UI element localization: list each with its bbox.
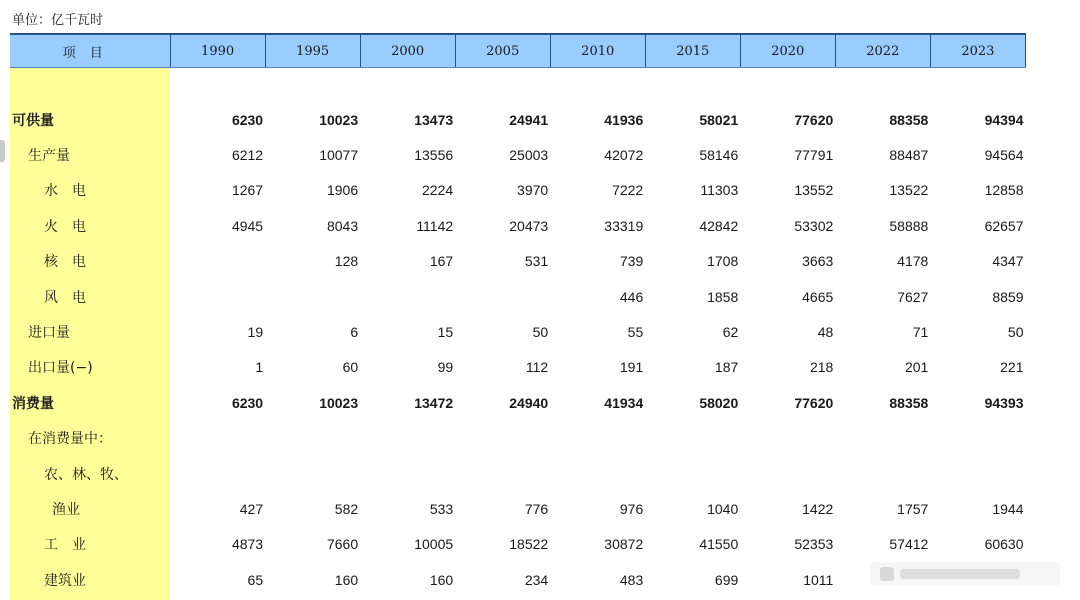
value-cell: 20473 bbox=[509, 217, 549, 234]
value-cell: 12858 bbox=[984, 182, 1024, 199]
value-cell: 1040 bbox=[707, 500, 739, 517]
value-cell: 6230 bbox=[231, 394, 264, 411]
value-cell: 4665 bbox=[802, 288, 834, 305]
value-cell: 4945 bbox=[231, 217, 264, 234]
value-cell: 77620 bbox=[794, 394, 834, 411]
value-cell: 53302 bbox=[794, 217, 834, 234]
table-row bbox=[10, 491, 1026, 526]
value-cell: 1757 bbox=[897, 500, 929, 517]
value-cell: 58888 bbox=[889, 217, 929, 234]
side-scroll-tab[interactable] bbox=[0, 140, 5, 162]
value-cell: 62657 bbox=[984, 217, 1024, 234]
table-body bbox=[10, 68, 1026, 598]
value-cell: 1422 bbox=[802, 500, 834, 517]
row-label: 风 电 bbox=[44, 289, 86, 306]
row-label: 进口量 bbox=[28, 325, 70, 342]
value-cell: 65 bbox=[247, 571, 264, 588]
value-cell: 7222 bbox=[612, 182, 644, 199]
value-cell: 60 bbox=[342, 359, 359, 376]
value-cell: 33319 bbox=[604, 217, 644, 234]
value-cell: 88358 bbox=[889, 111, 929, 128]
value-cell: 218 bbox=[809, 359, 834, 376]
row-label: 在消费量中： bbox=[28, 431, 112, 448]
value-cell bbox=[265, 456, 360, 491]
table-row bbox=[10, 385, 1026, 420]
value-cell: 60630 bbox=[984, 536, 1024, 553]
value-cell: 167 bbox=[429, 253, 454, 270]
value-cell: 50 bbox=[532, 324, 549, 341]
value-cell: 699 bbox=[714, 571, 739, 588]
value-cell: 776 bbox=[524, 500, 549, 517]
table-row bbox=[10, 456, 1026, 491]
value-cell: 3970 bbox=[517, 182, 549, 199]
value-cell: 24940 bbox=[509, 394, 549, 411]
value-cell: 50 bbox=[1007, 324, 1024, 341]
value-cell: 160 bbox=[334, 571, 359, 588]
value-cell: 52353 bbox=[794, 536, 834, 553]
value-cell: 11303 bbox=[700, 182, 739, 199]
value-cell bbox=[455, 279, 550, 314]
row-label: 出口量(−) bbox=[28, 360, 93, 377]
value-cell: 13552 bbox=[794, 182, 834, 199]
row-label: 可供量 bbox=[12, 112, 54, 129]
value-cell: 4873 bbox=[231, 536, 264, 553]
value-cell bbox=[550, 421, 645, 456]
value-cell: 42072 bbox=[604, 147, 644, 164]
table-row bbox=[10, 102, 1026, 137]
row-label: 农、林、牧、 bbox=[44, 466, 128, 483]
value-cell: 88358 bbox=[889, 394, 929, 411]
row-label: 核 电 bbox=[44, 254, 86, 271]
value-cell: 13472 bbox=[414, 394, 454, 411]
value-cell bbox=[740, 456, 835, 491]
value-cell bbox=[835, 456, 930, 491]
value-cell: 94394 bbox=[984, 111, 1024, 128]
value-cell: 976 bbox=[619, 500, 644, 517]
value-cell: 1011 bbox=[803, 571, 834, 588]
header-year: 2000 bbox=[360, 34, 455, 68]
value-cell: 77620 bbox=[794, 111, 834, 128]
header-year: 2022 bbox=[835, 34, 930, 68]
value-cell: 88487 bbox=[889, 147, 929, 164]
value-cell bbox=[740, 421, 835, 456]
value-cell: 1944 bbox=[992, 500, 1024, 517]
value-cell: 191 bbox=[619, 359, 644, 376]
value-cell: 13522 bbox=[889, 182, 929, 199]
value-cell: 10023 bbox=[319, 394, 359, 411]
value-cell bbox=[170, 421, 265, 456]
watermark bbox=[870, 562, 1060, 586]
value-cell: 11142 bbox=[416, 217, 454, 234]
table-row bbox=[10, 244, 1026, 279]
value-cell: 1708 bbox=[707, 253, 739, 270]
value-cell bbox=[360, 279, 455, 314]
value-cell: 19 bbox=[247, 324, 264, 341]
electricity-balance-table bbox=[10, 33, 1026, 597]
table-row bbox=[10, 208, 1026, 243]
value-cell: 187 bbox=[714, 359, 739, 376]
row-label: 工 业 bbox=[44, 537, 86, 554]
value-cell: 25003 bbox=[509, 147, 549, 164]
value-cell: 41934 bbox=[604, 394, 644, 411]
value-cell: 77791 bbox=[794, 147, 834, 164]
watermark-logo-icon bbox=[880, 567, 894, 581]
value-cell: 160 bbox=[429, 571, 454, 588]
table-row bbox=[10, 314, 1026, 349]
row-label: 渔业 bbox=[52, 501, 80, 518]
value-cell bbox=[170, 456, 265, 491]
value-cell: 427 bbox=[239, 500, 264, 517]
value-cell: 41550 bbox=[699, 536, 739, 553]
value-cell: 6 bbox=[350, 324, 359, 341]
header-item: 项目 bbox=[10, 34, 170, 68]
value-cell bbox=[360, 456, 455, 491]
value-cell: 10077 bbox=[319, 147, 359, 164]
value-cell: 533 bbox=[429, 500, 454, 517]
row-label: 水 电 bbox=[44, 183, 86, 200]
header-year: 2023 bbox=[930, 34, 1025, 68]
value-cell: 2224 bbox=[422, 182, 454, 199]
value-cell: 8859 bbox=[992, 288, 1024, 305]
value-cell: 24941 bbox=[509, 111, 549, 128]
row-label: 消费量 bbox=[12, 395, 54, 412]
row-label: 建筑业 bbox=[44, 572, 86, 589]
unit-label: 单位：亿千瓦时 bbox=[12, 13, 104, 28]
value-cell bbox=[170, 244, 265, 279]
value-cell: 15 bbox=[437, 324, 454, 341]
value-cell: 1906 bbox=[326, 182, 359, 199]
value-cell: 1 bbox=[255, 359, 264, 376]
table-row bbox=[10, 350, 1026, 385]
value-cell: 8043 bbox=[326, 217, 359, 234]
value-cell: 58021 bbox=[699, 111, 739, 128]
value-cell bbox=[550, 456, 645, 491]
spacer-row bbox=[10, 68, 1026, 103]
value-cell: 221 bbox=[1000, 359, 1024, 376]
value-cell: 58020 bbox=[699, 394, 739, 411]
value-cell: 582 bbox=[334, 500, 359, 517]
value-cell: 234 bbox=[524, 571, 549, 588]
value-cell: 1858 bbox=[707, 288, 739, 305]
value-cell: 41936 bbox=[604, 111, 644, 128]
value-cell: 6212 bbox=[231, 147, 264, 164]
value-cell: 4347 bbox=[992, 253, 1024, 270]
header-row bbox=[10, 34, 1026, 68]
value-cell: 3663 bbox=[802, 253, 834, 270]
value-cell: 10023 bbox=[319, 111, 359, 128]
row-label: 生产量 bbox=[28, 148, 70, 165]
value-cell bbox=[455, 421, 550, 456]
value-cell: 739 bbox=[619, 253, 644, 270]
value-cell bbox=[265, 279, 360, 314]
value-cell bbox=[930, 456, 1025, 491]
value-cell: 4178 bbox=[897, 253, 929, 270]
value-cell: 10005 bbox=[414, 536, 454, 553]
value-cell: 7627 bbox=[897, 288, 929, 305]
header-year: 2005 bbox=[455, 34, 550, 68]
value-cell: 71 bbox=[912, 324, 929, 341]
value-cell: 483 bbox=[619, 571, 644, 588]
header-year: 2015 bbox=[645, 34, 740, 68]
table-row bbox=[10, 279, 1026, 314]
watermark-bar bbox=[900, 569, 1020, 579]
value-cell bbox=[360, 421, 455, 456]
header-year: 2010 bbox=[550, 34, 645, 68]
value-cell: 13473 bbox=[414, 111, 454, 128]
value-cell: 1267 bbox=[231, 182, 264, 199]
value-cell: 201 bbox=[904, 359, 929, 376]
value-cell: 128 bbox=[334, 253, 359, 270]
value-cell: 55 bbox=[627, 324, 644, 341]
table-row bbox=[10, 527, 1026, 562]
value-cell: 57412 bbox=[889, 536, 929, 553]
header-year: 1995 bbox=[265, 34, 360, 68]
value-cell bbox=[265, 421, 360, 456]
value-cell: 58146 bbox=[699, 147, 739, 164]
value-cell bbox=[930, 421, 1025, 456]
table-row bbox=[10, 421, 1026, 456]
value-cell bbox=[645, 421, 740, 456]
value-cell: 531 bbox=[524, 253, 549, 270]
row-label: 火 电 bbox=[44, 218, 86, 235]
value-cell: 446 bbox=[619, 288, 644, 305]
value-cell: 42842 bbox=[699, 217, 739, 234]
value-cell bbox=[645, 456, 740, 491]
header-year: 2020 bbox=[740, 34, 835, 68]
table-row bbox=[10, 137, 1026, 172]
value-cell: 94564 bbox=[984, 147, 1024, 164]
data-table-container bbox=[10, 33, 1026, 597]
value-cell: 94393 bbox=[984, 394, 1024, 411]
value-cell: 112 bbox=[525, 359, 549, 376]
value-cell: 62 bbox=[722, 324, 739, 341]
value-cell: 30872 bbox=[604, 536, 644, 553]
value-cell: 13556 bbox=[414, 147, 454, 164]
value-cell: 99 bbox=[437, 359, 454, 376]
value-cell: 6230 bbox=[231, 111, 264, 128]
value-cell bbox=[170, 279, 265, 314]
value-cell: 48 bbox=[817, 324, 834, 341]
value-cell bbox=[835, 421, 930, 456]
value-cell: 7660 bbox=[326, 536, 359, 553]
header-year: 1990 bbox=[170, 34, 265, 68]
value-cell bbox=[455, 456, 550, 491]
table-row bbox=[10, 173, 1026, 208]
value-cell: 18522 bbox=[509, 536, 549, 553]
